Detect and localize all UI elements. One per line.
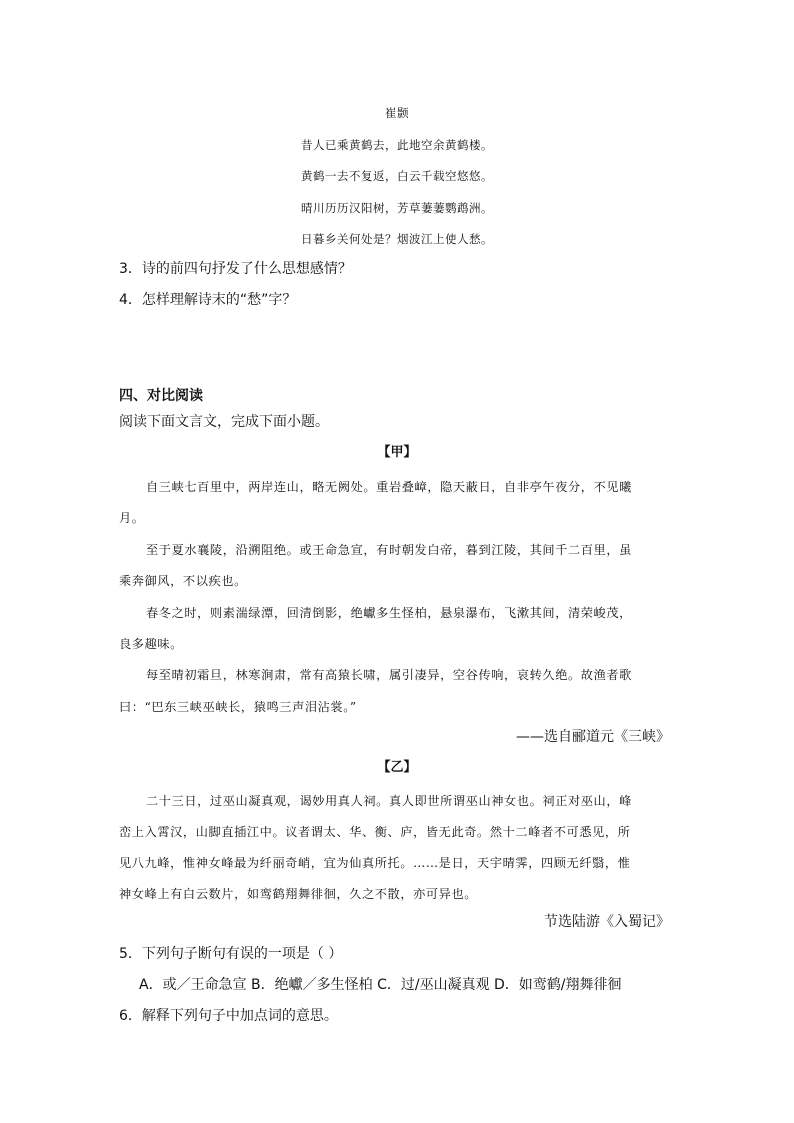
yi-line: 神女峰上有白云数片，如鸾鹤翔舞徘徊，久之不散，亦可异也。 [119,887,478,901]
yi-line: 峦上入霄汉，山脚直插江中。议者谓太、华、衡、庐，皆无此奇。然十二峰者不可悉见，所 [119,825,631,839]
jia-line: 良多趣味。 [119,637,183,651]
jia-line: 每至晴初霜旦，林寒涧肃，常有高猿长啸，属引凄异，空谷传响，哀转久绝。故渔者歌 [146,668,632,682]
jia-header: 【甲】 [377,445,417,460]
question-4: 4．怎样理解诗末的“愁”字？ [119,292,297,308]
question-3: 3．诗的前四句抒发了什么思想感情？ [119,261,352,277]
question-6: 6．解释下列句子中加点词的意思。 [119,1008,338,1024]
jia-line: 乘奔御风，不以疾也。 [119,574,247,588]
poem-line: 黄鹤一去不复返，白云千载空悠悠。 [301,169,493,183]
question-5-options: A．或／王命急宣 B．绝巘／多生怪柏 C．过/巫山凝真观 D．如鸾鹤/翔舞徘徊 [139,977,622,993]
poem-line: 昔人已乘黄鹤去，此地空余黄鹤楼。 [301,138,493,152]
jia-line: 自三峡七百里中，两岸连山，略无阙处。重岩叠嶂，隐天蔽日，自非亭午夜分，不见曦 [146,480,632,494]
poem-line: 晴川历历汉阳树，芳草萋萋鹦鹉洲。 [301,201,493,215]
yi-source: 节选陆游《入蜀记》 [544,914,670,930]
section-intro: 阅读下面文言文，完成下面小题。 [119,414,329,430]
jia-line: 曰：“巴东三峡巫峡长，猿鸣三声泪沾裳。” [119,700,357,714]
poem-line: 日暮乡关何处是？烟波江上使人愁。 [301,232,493,246]
jia-line: 月。 [119,511,145,525]
jia-line: 至于夏水襄陵，沿溯阻绝。或王命急宣，有时朝发白帝，暮到江陵，其间千二百里，虽 [146,543,632,557]
jia-line: 春冬之时，则素湍绿潭，回清倒影，绝巘多生怪柏，悬泉瀑布，飞漱其间，清荣峻茂， [146,606,632,620]
yi-line: 见八九峰，惟神女峰最为纤丽奇峭，宜为仙真所托。……是日，天宇晴霁，四顾无纤翳，惟 [119,856,631,870]
yi-line: 二十三日，过巫山凝真观，谒妙用真人祠。真人即世所谓巫山神女也。祠正对巫山，峰 [146,794,632,808]
jia-source: ——选自郦道元《三峡》 [516,729,670,745]
question-5: 5．下列句子断句有误的一项是（ ） [119,946,343,962]
poem-author: 崔颢 [385,106,409,120]
yi-header: 【乙】 [377,760,417,775]
section-title: 四、对比阅读 [119,388,203,404]
